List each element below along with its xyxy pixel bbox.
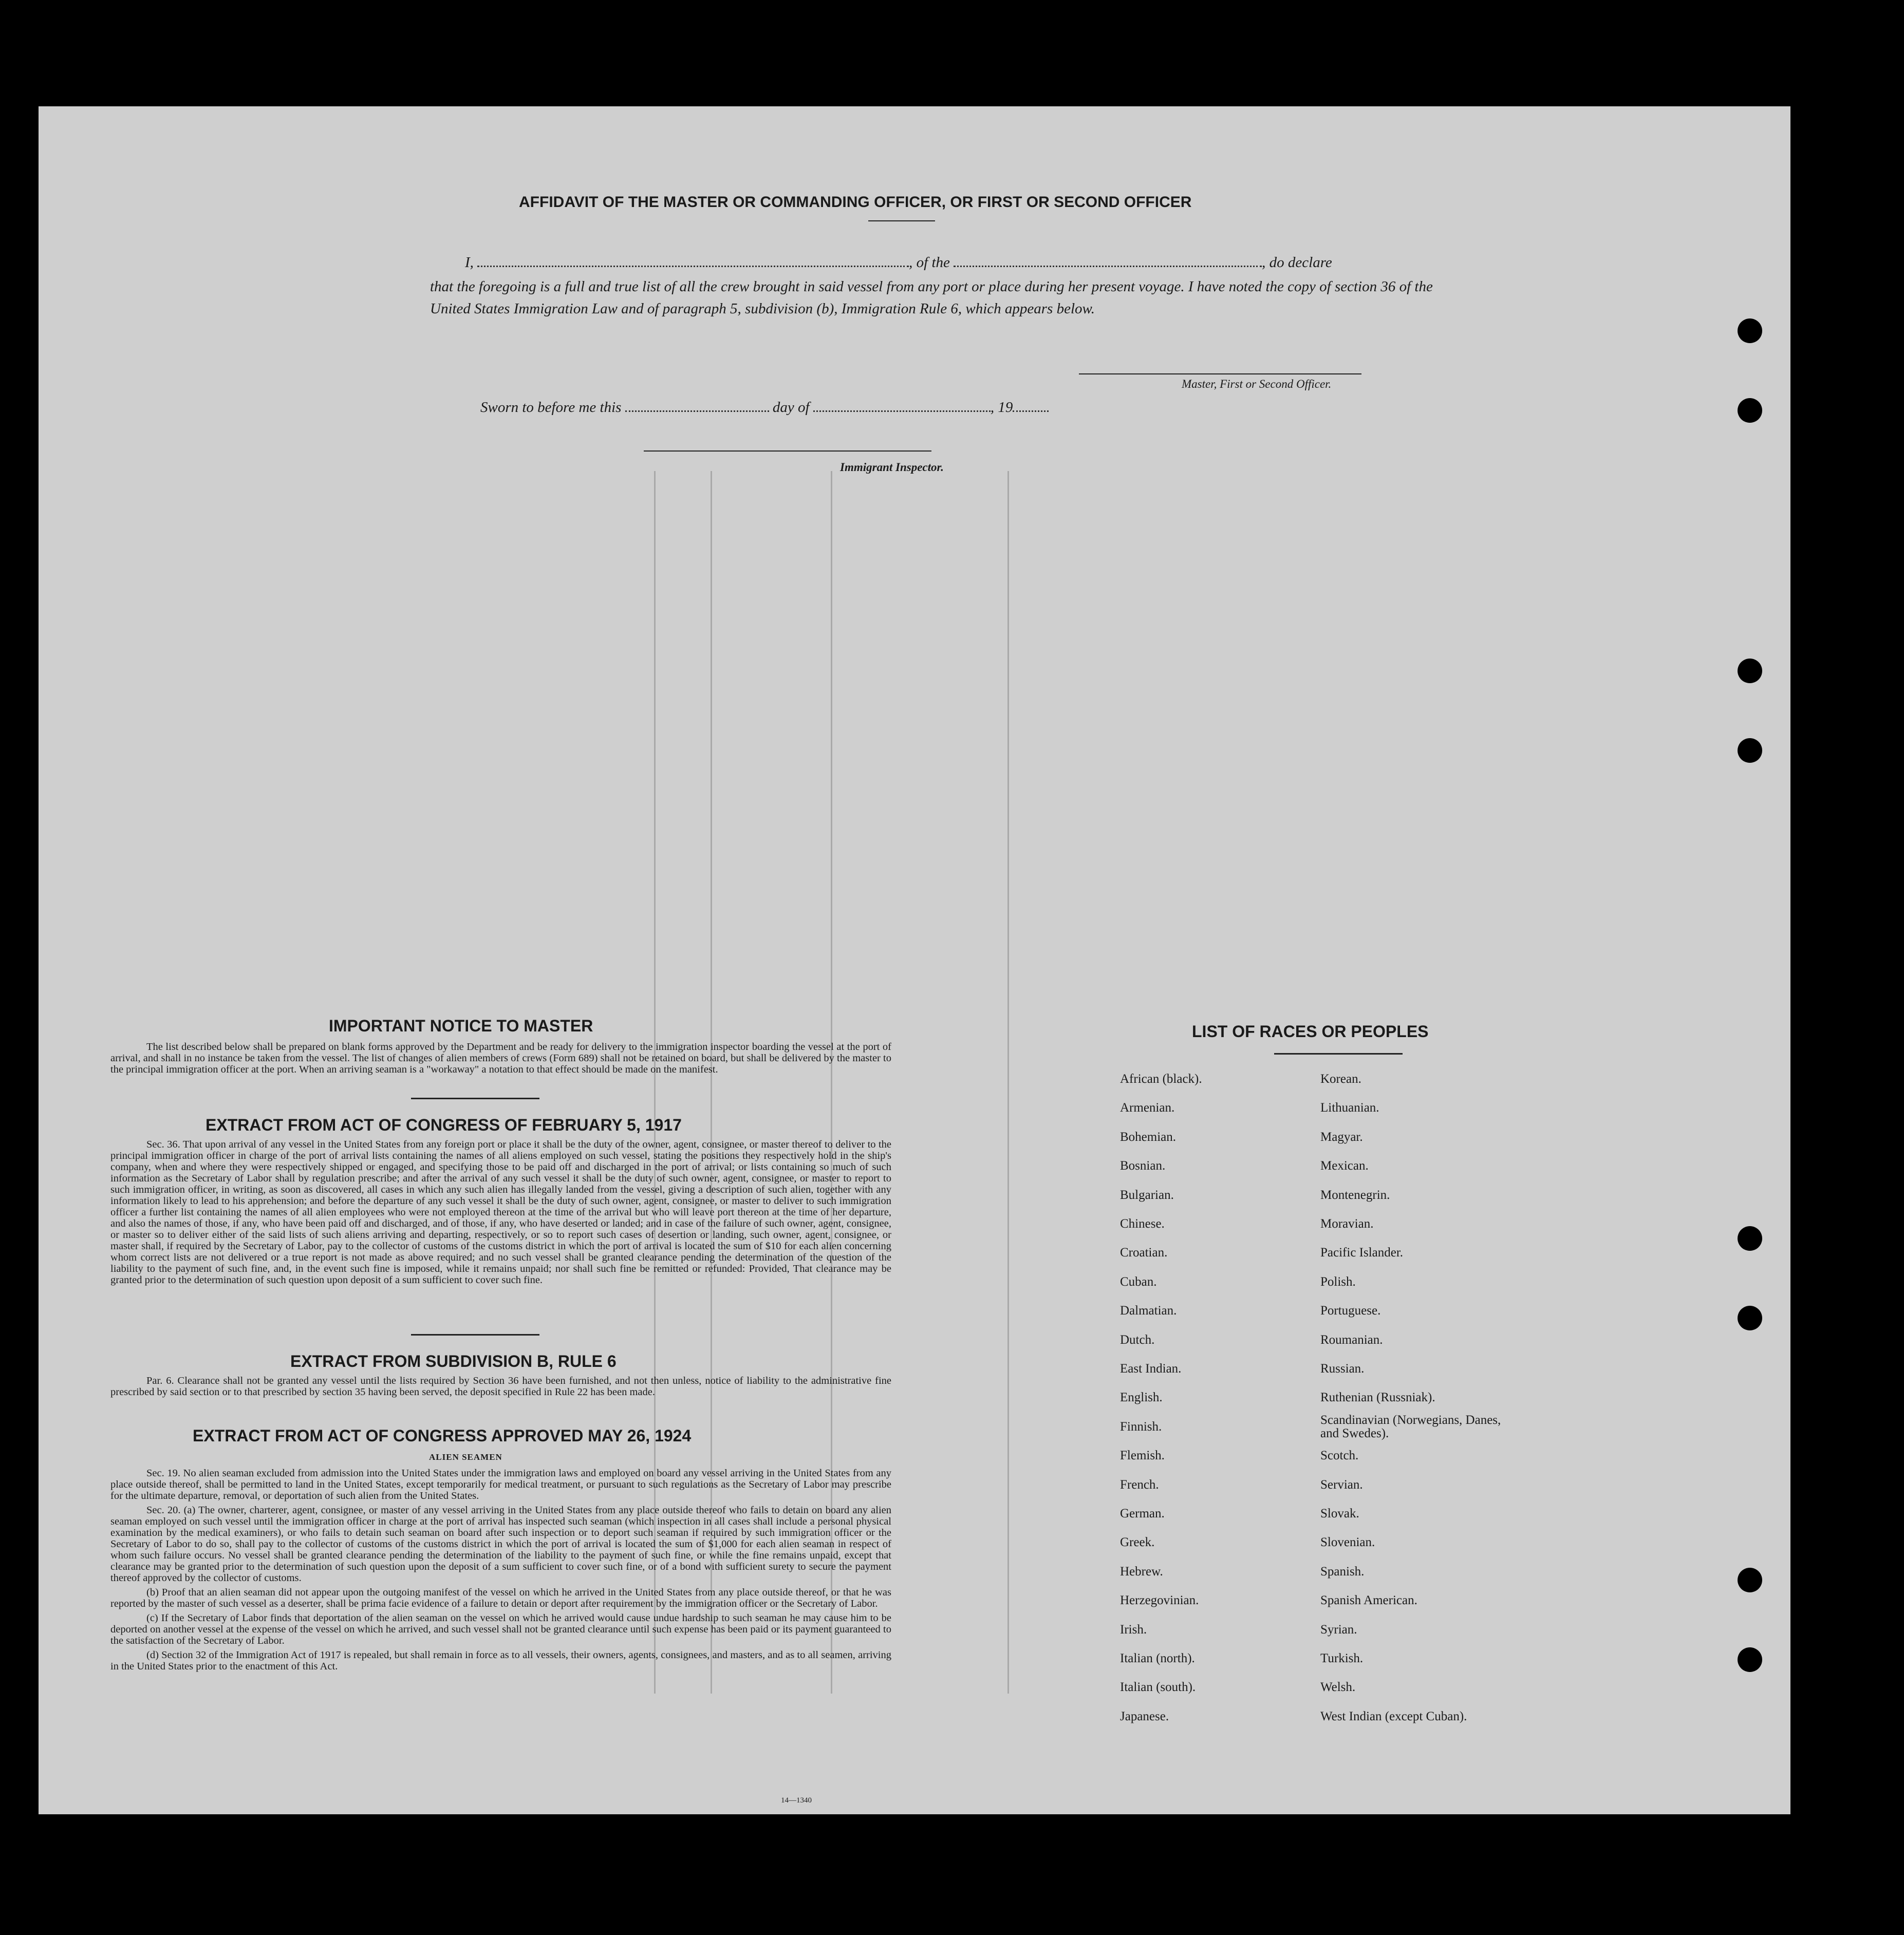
binder-hole xyxy=(1738,659,1762,683)
race-item: Italian (south). xyxy=(1120,1680,1196,1695)
race-item: Pacific Islander. xyxy=(1320,1246,1404,1260)
race-item: Mexican. xyxy=(1320,1159,1369,1173)
declare-label: , do declare xyxy=(1262,254,1332,271)
race-item: Portuguese. xyxy=(1320,1304,1381,1318)
race-item: Magyar. xyxy=(1320,1130,1363,1144)
vessel-name-field[interactable] xyxy=(954,266,1262,267)
section-divider xyxy=(411,1334,539,1336)
race-item: Croatian. xyxy=(1120,1246,1168,1260)
race-item: Bohemian. xyxy=(1120,1130,1177,1144)
race-item: English. xyxy=(1120,1391,1163,1405)
affidavit-line1 xyxy=(465,254,1332,271)
race-item: Korean. xyxy=(1320,1072,1361,1086)
sec20b-text: (b) Proof that an alien seaman did not appear upon the outgoing manifest of the vessel on which he arrived in the United States from any place outside thereof, or that he was reported by the master of such vessel as a deserter, shall be prima facie evidence of a failure to detain or deport after requirement by the immigration officer or the Secretary of Labor. xyxy=(110,1587,891,1609)
race-item: Russian. xyxy=(1320,1362,1365,1376)
binder-hole xyxy=(1738,738,1762,763)
sec19-text: Sec. 19. No alien seaman excluded from admission into the United States under the immigration laws and employed on board any vessel arriving in the United States from any place outside thereof, shall be permitted to land in the United States, except temporarily for medical treatment, or pursuant to such regulations as the Secretary of Labor may prescribe for the ultimate departure, removal, or deportation of such alien from the United States. xyxy=(110,1468,891,1501)
notice-text: The list described below shall be prepared on blank forms approved by the Department and be ready for delivery to the immigration inspector boarding the vessel at the port of arrival, and shall in no instance be taken from the vessel. The list of changes of alien members of crews (Form 689) shall not be retained on board, but shall be delivered by the master to the principal immigration officer at the port. When an arriving seaman is a "workaway" a notation to that effect should be made on the manifest. xyxy=(110,1041,891,1075)
i-label: I, xyxy=(465,254,474,271)
officer-name-field[interactable] xyxy=(477,266,909,267)
sec20c-text: (c) If the Secretary of Labor finds that deportation of the alien seaman on the vessel on which he arrived would cause undue hardship to such seaman he may cause him to be deported on another vessel at the expense of the vessel on which he arrived, and such vessel shall not be granted clearance until such expense has been paid or its payment guaranteed to the satisfaction of the Secretary of Labor. xyxy=(110,1612,891,1646)
sworn-month-field[interactable] xyxy=(813,410,991,412)
race-item: Bulgarian. xyxy=(1120,1188,1174,1202)
inspector-label: Immigrant Inspector. xyxy=(840,461,944,474)
of-the-label: , of the xyxy=(909,254,950,271)
race-item: Polish. xyxy=(1320,1274,1356,1289)
signature-line[interactable] xyxy=(1079,373,1361,374)
race-item: Greek. xyxy=(1120,1535,1155,1550)
race-item: Armenian. xyxy=(1120,1101,1175,1115)
race-item: Welsh. xyxy=(1320,1680,1356,1695)
extract-1917-title: EXTRACT FROM ACT OF CONGRESS OF FEBRUARY 5, 1917 xyxy=(206,1116,682,1134)
bleed-through-line xyxy=(1007,471,1009,1694)
affidavit-body: that the foregoing is a full and true list of all the crew brought in said vessel from any port or place during her present voyage. I have noted the copy of section 36 of the United States Immigration Law and of paragraph 5, subdivision (b), Immigration Rule 6, which appears below. xyxy=(430,278,1433,317)
extract-1917-text: Sec. 36. That upon arrival of any vessel in the United States from any foreign port or place it shall be the duty of the owner, agent, consignee, or master thereof to deliver to the principal immigration officer in charge of the port of arrival lists containing the names of all aliens employed on such vessel, stating the positions they respectively hold in the ship's company, when and where they were respectively shipped or engaged, and specifying those to be paid off and discharged in the port of arrival; or lists containing so much of such information as the Secretary of Labor shall by regulation prescribe; and after the arrival of any such vessel it shall be the duty of such owner, agent, consignee, or master to report to such immigration officer, in writing, as soon as discovered, all cases in which any such alien has illegally landed from the vessel, giving a description of such alien, together with any information likely to lead to his apprehension; and before the departure of any such vessel it shall be the duty of such owner, agent, consignee, or master to deliver to such immigration officer a further list containing the names of all alien employees who were not employed thereon at the time of the arrival but who will leave port thereon at the time of her departure, and also the names of those, if any, who have been paid off and discharged, and of those, if any, who have deserted or landed; and in case of the failure of such owner, agent, consignee, or master so to deliver either of the said lists of such aliens arriving and departing, respectively, or so to report such cases of desertion or landing, such owner, agent, consignee, or master shall, if required by the Secretary of Labor, pay to the collector of customs of the customs district in which the port of arrival is located the sum of $10 for each alien concerning whom correct lists are not delivered or a true report is not made as above required; and no such vessel shall be granted clearance pending the determination of the question of the liability to the payment of such fine, and, in the event such fine is imposed, while it remains unpaid; nor shall such fine be remitted or refunded: Provided, That clearance may be granted prior to the determination of such question upon deposit of a sum sufficient to cover such fine. xyxy=(110,1139,891,1286)
race-item: Flemish. xyxy=(1120,1449,1165,1463)
race-item: Hebrew. xyxy=(1120,1564,1163,1579)
binder-hole xyxy=(1738,1226,1762,1251)
binder-hole xyxy=(1738,1568,1762,1592)
race-item: Dutch. xyxy=(1120,1332,1155,1347)
rule6-text: Par. 6. Clearance shall not be granted any vessel until the lists required by Section 36 have been furnished, and not then unless, notice of liability to the administrative fine prescribed by said section or to that prescribed by section 35 having been served, the deposit specified in Rule 22 has been made. xyxy=(110,1375,891,1398)
sworn-line xyxy=(480,399,1049,416)
inspector-signature-line[interactable] xyxy=(644,450,931,452)
races-title: LIST OF RACES OR PEOPLES xyxy=(1192,1022,1429,1041)
day-of-label: day of xyxy=(772,399,810,416)
sec20a-text: Sec. 20. (a) The owner, charterer, agent, consignee, or master of any vessel arriving in the United States from any place outside thereof who fails to detain on board any alien seaman employed on such vessel until the immigration officer in charge at the port of arrival has inspected such seaman (which inspection in all cases shall include a personal physical examination by the medical examiners), or who fails to detain such seaman on board after such inspection or to deport such seaman if required by such immigration officer or the Secretary of Labor to do so, shall pay to the collector of customs of the customs district in which the port of arrival is located the sum of $1,000 for each alien seaman in respect of whom such failure occurs. No vessel shall be granted clearance pending the determination of the liability to the payment of such fine, or while the fine remains unpaid, except that clearance may be granted prior to the determination of such question upon the deposit of a sum sufficient to cover such fine, or of a bond with sufficient surety to secure the payment thereof approved by the collector of customs. xyxy=(110,1505,891,1584)
race-item: Montenegrin. xyxy=(1320,1188,1390,1202)
race-item: Bosnian. xyxy=(1120,1159,1166,1173)
race-item: Spanish. xyxy=(1320,1564,1365,1579)
section-divider xyxy=(411,1098,539,1099)
binder-hole xyxy=(1738,398,1762,423)
extract-1924-body xyxy=(110,1468,891,1675)
race-item: Turkish. xyxy=(1320,1651,1364,1665)
race-item: German. xyxy=(1120,1507,1165,1520)
sworn-year-field[interactable] xyxy=(1013,410,1049,412)
race-item: Irish. xyxy=(1120,1622,1147,1637)
affidavit-title: AFFIDAVIT OF THE MASTER OR COMMANDING OFFICER, OR FIRST OR SECOND OFFICER xyxy=(519,194,1192,211)
binder-hole xyxy=(1738,318,1762,343)
race-item: East Indian. xyxy=(1120,1362,1182,1376)
sworn-day-field[interactable] xyxy=(625,410,769,412)
race-item: Scotch. xyxy=(1320,1449,1359,1463)
sworn-label: Sworn to before me this xyxy=(480,399,622,416)
race-item: Cuban. xyxy=(1120,1274,1157,1289)
race-item: Spanish American. xyxy=(1320,1593,1417,1608)
race-item: Moravian. xyxy=(1320,1217,1374,1231)
race-item: Finnish. xyxy=(1120,1419,1162,1434)
race-item: Herzegovinian. xyxy=(1120,1593,1199,1608)
race-item: Dalmatian. xyxy=(1120,1304,1177,1318)
signature-label: Master, First or Second Officer. xyxy=(1182,378,1332,390)
race-item: African (black). xyxy=(1120,1072,1202,1086)
extract-1924-title: EXTRACT FROM ACT OF CONGRESS APPROVED MAY 26, 1924 xyxy=(193,1426,692,1445)
race-item: Scandinavian (Norwegians, Danes, and Swedes). xyxy=(1320,1413,1501,1440)
race-item: Chinese. xyxy=(1120,1217,1165,1231)
sec20d-text: (d) Section 32 of the Immigration Act of 1917 is repealed, but shall remain in force as to all vessels, their owners, agents, consignees, and masters, and as to all seamen, arriving in the United States prior to the enactment of this Act. xyxy=(110,1649,891,1672)
race-item: French. xyxy=(1120,1477,1159,1492)
race-item: Roumanian. xyxy=(1320,1332,1383,1347)
race-item: Italian (north). xyxy=(1120,1651,1195,1665)
form-number: 14—1340 xyxy=(781,1796,812,1805)
race-item: Syrian. xyxy=(1320,1622,1357,1637)
notice-title: IMPORTANT NOTICE TO MASTER xyxy=(329,1017,593,1035)
title-underline xyxy=(868,220,935,221)
binder-hole xyxy=(1738,1306,1762,1330)
race-item: Slovak. xyxy=(1320,1507,1359,1520)
race-item: Lithuanian. xyxy=(1320,1101,1379,1115)
race-item: Slovenian. xyxy=(1320,1535,1375,1550)
form-page xyxy=(39,106,1790,1814)
race-item: West Indian (except Cuban). xyxy=(1320,1709,1467,1723)
binder-hole xyxy=(1738,1647,1762,1672)
rule6-title: EXTRACT FROM SUBDIVISION B, RULE 6 xyxy=(290,1352,617,1370)
race-item: Servian. xyxy=(1320,1477,1363,1492)
race-item: Ruthenian (Russniak). xyxy=(1320,1391,1435,1405)
race-item: Japanese. xyxy=(1120,1709,1169,1723)
races-title-underline xyxy=(1274,1053,1403,1055)
year-label: , 19 xyxy=(990,399,1013,416)
alien-seamen-subtitle: ALIEN SEAMEN xyxy=(429,1452,502,1462)
